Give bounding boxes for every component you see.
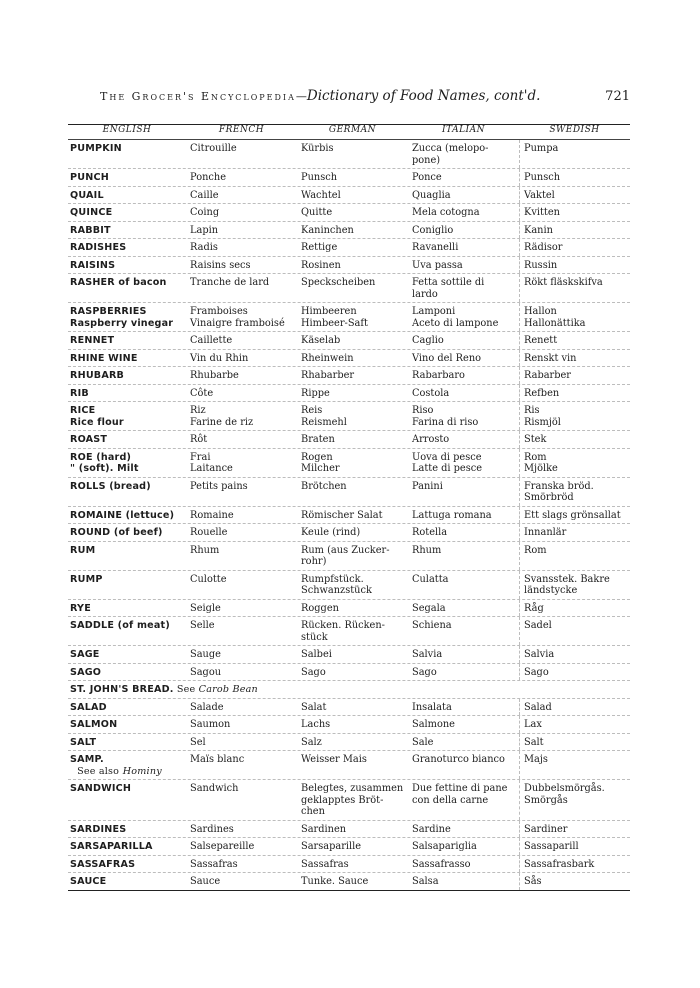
italian-cell: Caglio: [412, 335, 444, 346]
english-cell: RENNET: [70, 335, 115, 346]
english-cell: PUNCH: [70, 172, 109, 183]
english-cell: ROUND (of beef): [70, 527, 163, 538]
table-row: [68, 385, 630, 403]
german-cell: Keule (rind): [301, 527, 361, 538]
french-cell: Sardines: [190, 823, 234, 835]
german-cell: Sago: [301, 666, 326, 678]
french-cell: Culotte: [190, 573, 227, 585]
italian-cell: Schiena: [412, 620, 452, 631]
french-cell: Tranche de lard: [190, 277, 270, 288]
english-cell: RASPBERRIES Raspberry vinegar: [70, 306, 174, 329]
swedish-cell: Rom Mjölke: [519, 449, 630, 477]
italian-cell: Ravanelli: [412, 242, 459, 253]
swedish-cell: Svansstek. Bakre ländstycke: [519, 571, 630, 599]
swedish-cell: Russin: [519, 257, 630, 274]
swedish-cell: Rökt fläskskifva: [519, 274, 630, 302]
italian-cell: Uva passa: [412, 259, 463, 271]
german-cell: Rettige: [301, 242, 338, 253]
german-cell: Reis Reismehl: [301, 405, 347, 428]
italian-cell: Salsapariglia: [412, 841, 477, 852]
swedish-cell: Sardiner: [519, 821, 630, 838]
swedish-cell: Refben: [519, 385, 630, 402]
italian-cell: Sardine: [412, 823, 451, 835]
german-cell: Käselab: [301, 335, 341, 346]
table-row: [68, 169, 630, 187]
german-cell: Kaninchen: [301, 224, 354, 236]
swedish-cell: Salad: [519, 699, 630, 716]
table-row: [68, 617, 630, 646]
french-cell: Sandwich: [190, 783, 239, 794]
german-cell: Sassafras: [301, 858, 349, 870]
german-cell: Speckscheiben: [301, 277, 376, 288]
english-cell: RIB: [70, 387, 89, 399]
table-row: [68, 274, 630, 303]
table-row: [68, 402, 630, 431]
english-cell: RADISHES: [70, 242, 127, 253]
french-cell: Riz Farine de riz: [190, 405, 254, 428]
table-row: [68, 187, 630, 205]
swedish-cell: Pumpa: [519, 140, 630, 168]
french-cell: Rhum: [190, 544, 220, 556]
english-cell: SADDLE (of meat): [70, 620, 170, 631]
italian-cell: Arrosto: [412, 434, 450, 445]
swedish-cell: Majs: [519, 751, 630, 779]
french-cell: Vin du Rhin: [190, 352, 249, 364]
english-cell: RHUBARB: [70, 370, 125, 381]
german-cell: Braten: [301, 434, 335, 445]
english-cell: SAGO: [70, 666, 102, 678]
swedish-cell: Kvitten: [519, 204, 630, 221]
english-cell: ROLLS (bread): [70, 480, 151, 492]
english-cell: RICE Rice flour: [70, 405, 124, 428]
column-header-swedish: SWEDISH: [549, 125, 600, 135]
table-row: [68, 350, 630, 368]
english-cell: [68, 751, 186, 779]
french-cell: Ponche: [190, 172, 226, 183]
table-row: [68, 681, 630, 699]
swedish-cell: Ris Rismjöl: [519, 402, 630, 430]
english-cell: SASSAFRAS: [70, 858, 136, 870]
german-cell: Quitte: [301, 207, 333, 218]
table-row: [68, 478, 630, 507]
table-row: [68, 257, 630, 275]
italian-cell: Culatta: [412, 573, 449, 585]
german-cell: Rogen Milcher: [301, 451, 340, 474]
italian-cell: Lattuga romana: [412, 509, 492, 521]
italian-cell: Fetta sottile di lardo: [412, 277, 485, 300]
german-cell: Kürbis: [301, 143, 334, 154]
german-cell: Belegtes, zusammen geklapptes Bröt- chen: [301, 783, 404, 817]
table-row: [68, 716, 630, 734]
french-cell: Saumon: [190, 719, 231, 730]
english-cell: SALAD: [70, 701, 107, 713]
english-cell: SALMON: [70, 719, 118, 730]
swedish-cell: Franska bröd. Smörbröd: [519, 478, 630, 506]
german-cell: Salz: [301, 736, 322, 748]
italian-cell: Panini: [412, 480, 443, 492]
italian-cell: Granoturco bianco: [412, 754, 505, 765]
english-cell: PUMPKIN: [70, 143, 122, 154]
column-headers: [68, 125, 630, 140]
italian-cell: Coniglio: [412, 224, 454, 236]
french-cell: Romaine: [190, 509, 234, 521]
english-cell: SANDWICH: [70, 783, 132, 794]
table-row: [68, 821, 630, 839]
german-cell: Rippe: [301, 387, 330, 399]
italian-cell: Rabarbaro: [412, 370, 465, 381]
french-cell: Raisins secs: [190, 259, 251, 271]
header-left: [100, 88, 540, 104]
swedish-cell: Kanin: [519, 222, 630, 239]
table-row: [68, 699, 630, 717]
table-row: [68, 239, 630, 257]
italian-cell: Ponce: [412, 172, 442, 183]
swedish-cell: Råg: [519, 600, 630, 617]
see-label: See: [176, 684, 196, 695]
column-header-english: ENGLISH: [102, 125, 152, 135]
german-cell: Brötchen: [301, 480, 347, 492]
column-header-french: FRENCH: [218, 125, 265, 135]
swedish-cell: Rädisor: [519, 239, 630, 256]
german-cell: Sarsaparille: [301, 841, 362, 852]
italian-cell: Sago: [412, 666, 437, 678]
french-cell: Rouelle: [190, 527, 228, 538]
english-cell: RUM: [70, 544, 96, 556]
italian-cell: Sassafrasso: [412, 858, 471, 870]
french-cell: Rhubarbe: [190, 370, 239, 381]
swedish-cell: Ett slags grönsallat: [519, 507, 630, 524]
running-title: The Grocer's Encyclopedia: [100, 90, 296, 103]
page-number: 721: [605, 89, 630, 104]
french-cell: Salade: [190, 701, 224, 713]
italian-cell: Zucca (melopo- pone): [412, 143, 489, 166]
swedish-cell: Sassafrasbark: [519, 856, 630, 873]
italian-cell: Salsa: [412, 876, 439, 887]
table-row: [68, 140, 630, 169]
german-cell: Rum (aus Zucker- rohr): [301, 544, 390, 567]
swedish-cell: Hallon Hallonättika: [519, 303, 630, 331]
german-cell: Tunke. Sauce: [301, 876, 369, 887]
german-cell: Lachs: [301, 719, 331, 730]
swedish-cell: Dubbelsmörgås. Smörgås: [519, 780, 630, 820]
table-row: [68, 838, 630, 856]
column-header-german: GERMAN: [328, 125, 377, 135]
english-cell: RUMP: [70, 573, 103, 585]
french-cell: Sassafras: [190, 858, 238, 870]
swedish-cell: Vaktel: [519, 187, 630, 204]
italian-cell: Sale: [412, 736, 434, 748]
dictionary-table: [68, 125, 630, 891]
italian-cell: Due fettine di pane con della carne: [412, 783, 508, 806]
english-cell: SARDINES: [70, 823, 127, 835]
italian-cell: Quaglia: [412, 189, 451, 201]
german-cell: Römischer Salat: [301, 509, 383, 521]
table-row: [68, 751, 630, 780]
german-cell: Rücken. Rücken- stück: [301, 620, 385, 643]
table-row: [68, 332, 630, 350]
swedish-cell: Renett: [519, 332, 630, 349]
german-cell: Rhabarber: [301, 370, 355, 381]
table-row: [68, 646, 630, 664]
see-reference-target: Carob Bean: [198, 684, 258, 695]
german-cell: Punsch: [301, 172, 338, 183]
cross-reference-entry: [68, 681, 630, 698]
table-row: [68, 873, 630, 891]
french-cell: Radis: [190, 242, 218, 253]
english-cell: RAISINS: [70, 259, 116, 271]
see-also-label: See also: [77, 765, 120, 777]
german-cell: Rosinen: [301, 259, 341, 271]
table-row: [68, 600, 630, 618]
page-subtitle: Dictionary of Food Names, cont'd.: [306, 88, 541, 104]
english-term: SAMP.: [70, 754, 104, 765]
french-cell: Sagou: [190, 666, 222, 678]
italian-cell: Costola: [412, 387, 450, 399]
german-cell: Salbei: [301, 649, 332, 660]
french-cell: Seigle: [190, 602, 221, 614]
french-cell: Framboises Vinaigre framboisé: [190, 306, 285, 329]
french-cell: Salsepareille: [190, 841, 255, 852]
swedish-cell: Salvia: [519, 646, 630, 663]
italian-cell: Salvia: [412, 649, 443, 660]
english-cell: ROMAINE (lettuce): [70, 509, 175, 521]
italian-cell: Riso Farina di riso: [412, 405, 479, 428]
french-cell: Côte: [190, 387, 214, 399]
column-header-italian: ITALIAN: [442, 125, 485, 135]
english-cell: ROE (hard) " (soft). Milt: [70, 451, 139, 474]
swedish-cell: Sås: [519, 873, 630, 890]
italian-cell: Uova di pesce Latte di pesce: [412, 451, 483, 474]
italian-cell: Salmone: [412, 719, 455, 730]
table-row: [68, 571, 630, 600]
german-cell: Weisser Mais: [301, 754, 367, 765]
table-row: [68, 431, 630, 449]
see-reference: [174, 684, 258, 695]
french-cell: Maïs blanc: [190, 754, 245, 765]
german-cell: Salat: [301, 701, 327, 713]
italian-cell: Insalata: [412, 701, 452, 713]
table-row: [68, 780, 630, 821]
french-cell: Coing: [190, 207, 220, 218]
running-header: [100, 88, 630, 110]
french-cell: Petits pains: [190, 480, 248, 492]
italian-cell: Mela cotogna: [412, 207, 480, 218]
french-cell: Caille: [190, 189, 219, 201]
table-row: [68, 507, 630, 525]
german-cell: Rumpfstück. Schwanzstück: [301, 573, 372, 596]
english-term: ST. JOHN'S BREAD.: [70, 684, 174, 695]
swedish-cell: Sadel: [519, 617, 630, 645]
french-cell: Sel: [190, 736, 206, 748]
table-row: [68, 204, 630, 222]
swedish-cell: Sago: [519, 664, 630, 681]
french-cell: Sauge: [190, 649, 221, 660]
table-row: [68, 734, 630, 752]
swedish-cell: Sassaparill: [519, 838, 630, 855]
german-cell: Sardinen: [301, 823, 347, 835]
english-cell: RASHER of bacon: [70, 277, 167, 288]
german-cell: Roggen: [301, 602, 339, 614]
german-cell: Rheinwein: [301, 352, 354, 364]
table-row: [68, 664, 630, 682]
swedish-cell: Rom: [519, 542, 630, 570]
table-row: [68, 524, 630, 542]
english-cell: QUINCE: [70, 207, 113, 218]
english-cell: SARSAPARILLA: [70, 841, 153, 852]
table-row: [68, 222, 630, 240]
french-cell: Rôt: [190, 434, 208, 445]
italian-cell: Vino del Reno: [412, 352, 482, 364]
swedish-cell: Renskt vin: [519, 350, 630, 367]
swedish-cell: Lax: [519, 716, 630, 733]
french-cell: Selle: [190, 620, 215, 631]
french-cell: Citrouille: [190, 143, 237, 154]
english-cell: RHINE WINE: [70, 352, 138, 364]
english-cell: RABBIT: [70, 224, 111, 236]
table-body: [68, 140, 630, 891]
swedish-cell: Salt: [519, 734, 630, 751]
table-row: [68, 367, 630, 385]
swedish-cell: Innanlär: [519, 524, 630, 541]
english-cell: QUAIL: [70, 189, 104, 201]
italian-cell: Rhum: [412, 544, 442, 556]
swedish-cell: Punsch: [519, 169, 630, 186]
french-cell: Frai Laitance: [190, 451, 233, 474]
header-dash: —: [295, 90, 307, 103]
german-cell: Wachtel: [301, 189, 341, 201]
table-row: [68, 303, 630, 332]
french-cell: Caillette: [190, 335, 233, 346]
french-cell: Sauce: [190, 876, 221, 887]
english-cell: SAUCE: [70, 876, 107, 887]
english-cell: SAGE: [70, 649, 100, 660]
german-cell: Himbeeren Himbeer-Saft: [301, 306, 368, 329]
page: [68, 88, 630, 887]
english-cell: SALT: [70, 736, 97, 748]
swedish-cell: Stek: [519, 431, 630, 448]
italian-cell: Lamponi Aceto di lampone: [412, 306, 499, 329]
see-also-target: Hominy: [122, 765, 162, 777]
french-cell: Lapin: [190, 224, 219, 236]
english-cell: RYE: [70, 602, 91, 614]
swedish-cell: Rabarber: [519, 367, 630, 384]
english-cell: ROAST: [70, 434, 108, 445]
table-row: [68, 449, 630, 478]
italian-cell: Segala: [412, 602, 446, 614]
table-row: [68, 542, 630, 571]
italian-cell: Rotella: [412, 527, 448, 538]
table-row: [68, 856, 630, 874]
